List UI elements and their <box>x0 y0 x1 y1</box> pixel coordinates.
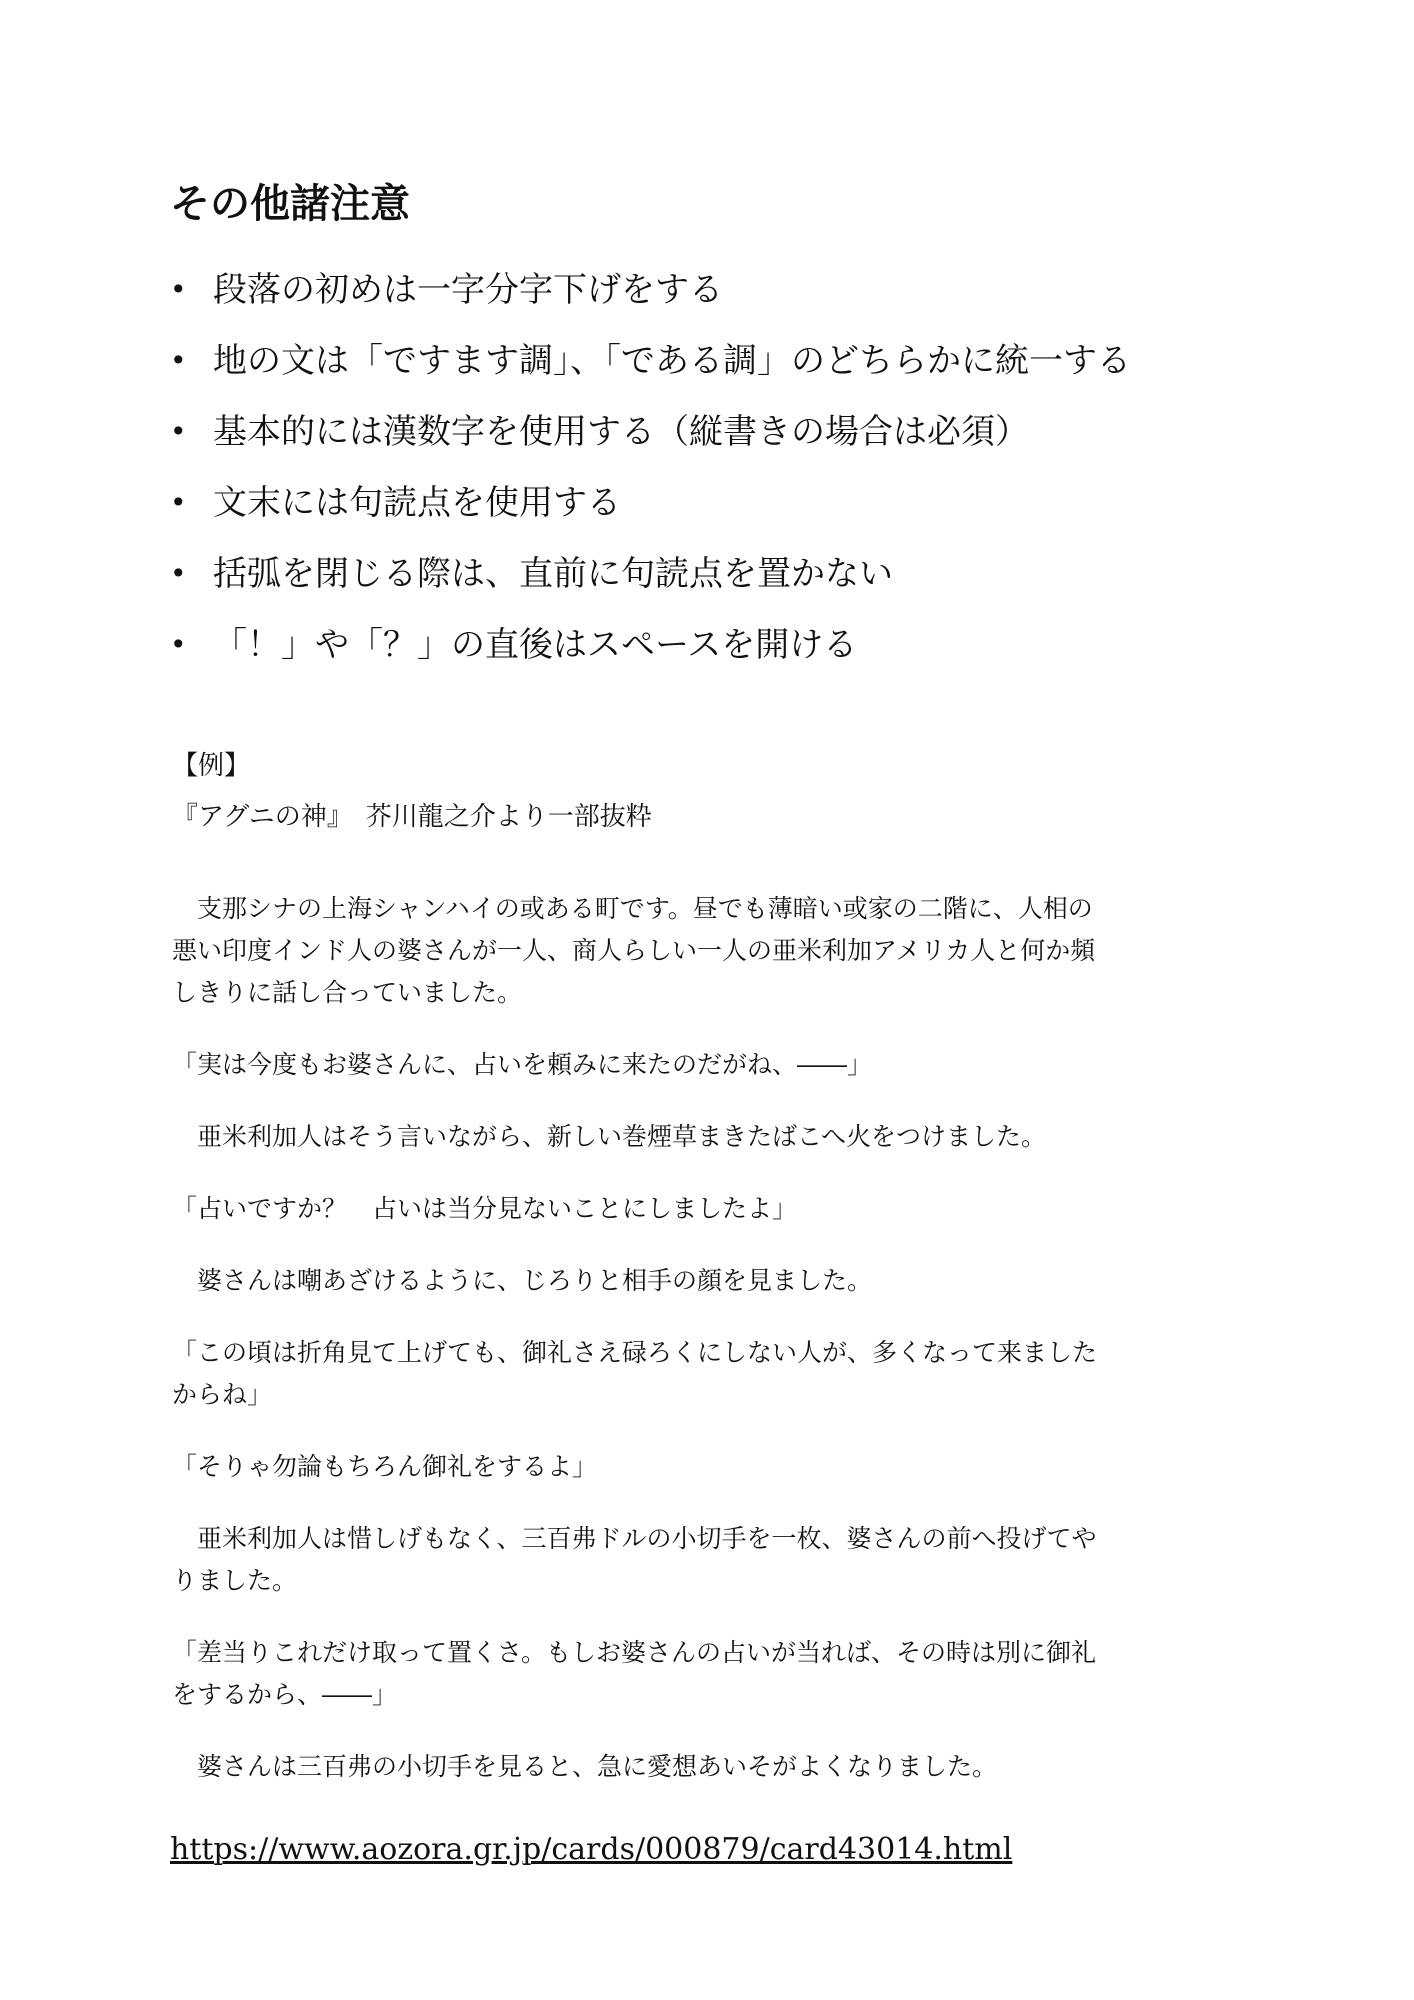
bullet-icon: • <box>170 557 187 590</box>
example-label: 【例】 <box>172 751 251 781</box>
excerpt-paragraph <box>172 1632 1242 1716</box>
excerpt-line: 「占いですか？ 占いは当分見ないことにしましたよ」 <box>172 1194 798 1223</box>
rule-text: 基本的には漢数字を使用する（縦書きの場合は必須） <box>213 412 1029 452</box>
excerpt-paragraph <box>172 1518 1242 1602</box>
excerpt-line: 婆さんは嘲あざけるように、じろりと相手の顔を見ました。 <box>172 1266 873 1295</box>
rule-text: 括弧を閉じる際は、直前に句読点を置かない <box>213 554 893 594</box>
bullet-icon: • <box>170 344 187 377</box>
excerpt-line: 「この頃は折角見て上げても、御礼さえ碌ろくにしない人が、多くなって来ました <box>172 1338 1098 1367</box>
excerpt-line: 亜米利加人はそう言いながら、新しい巻煙草まきたばこへ火をつけました。 <box>172 1122 1047 1151</box>
excerpt-line: 「そりゃ勿論もちろん御礼をするよ」 <box>172 1452 598 1481</box>
excerpt-line: からね」 <box>172 1380 273 1409</box>
rule-text: 段落の初めは一字分字下げをする <box>213 270 723 310</box>
bullet-icon: • <box>170 415 187 448</box>
excerpt-line: 悪い印度インド人の婆さんが一人、商人らしい一人の亜米利加アメリカ人と何か頻 <box>172 936 1096 965</box>
excerpt-line: 「実は今度もお婆さんに、占いを頼みに来たのだがね、――」 <box>172 1050 873 1079</box>
excerpt-line: 亜米利加人は惜しげもなく、三百弗ドルの小切手を一枚、婆さんの前へ投げてや <box>172 1524 1097 1553</box>
excerpt-line: 「差当りこれだけ取って置くさ。もしお婆さんの占いが当れば、その時は別に御礼 <box>172 1638 1097 1667</box>
excerpt-line: をするから、――」 <box>172 1680 398 1709</box>
excerpt-line: りました。 <box>172 1566 298 1595</box>
rule-text: 地の文は「ですます調」、「である調」のどちらかに統一する <box>213 341 1131 381</box>
excerpt-source: 『アグニの神』 芥川龍之介より一部抜粋 <box>172 802 652 832</box>
bullet-icon: • <box>170 273 187 306</box>
rule-text: 文末には句読点を使用する <box>213 483 621 523</box>
excerpt-paragraph <box>172 1116 1242 1158</box>
excerpt-line: しきりに話し合っていました。 <box>172 978 523 1007</box>
excerpt-paragraph <box>172 1332 1242 1416</box>
excerpt-paragraph <box>172 1188 1242 1230</box>
excerpt-line: 婆さんは三百弗の小切手を見ると、急に愛想あいそがよくなりました。 <box>172 1752 998 1781</box>
excerpt-body <box>172 888 1242 1818</box>
excerpt-line: 支那シナの上海シャンハイの或ある町です。昼でも薄暗い或家の二階に、人相の <box>172 894 1093 923</box>
bullet-icon: • <box>170 628 187 661</box>
source-url-link[interactable]: https://www.aozora.gr.jp/cards/000879/card43014.html <box>170 1832 1013 1867</box>
excerpt-paragraph <box>172 888 1242 1014</box>
excerpt-paragraph <box>172 1446 1242 1488</box>
bullet-icon: • <box>170 486 187 519</box>
excerpt-paragraph <box>172 1260 1242 1302</box>
section-heading: その他諸注意 <box>170 180 410 227</box>
rule-text: 「！」や「？」の直後はスペースを開ける <box>213 625 858 665</box>
excerpt-paragraph <box>172 1044 1242 1086</box>
excerpt-paragraph <box>172 1746 1242 1788</box>
